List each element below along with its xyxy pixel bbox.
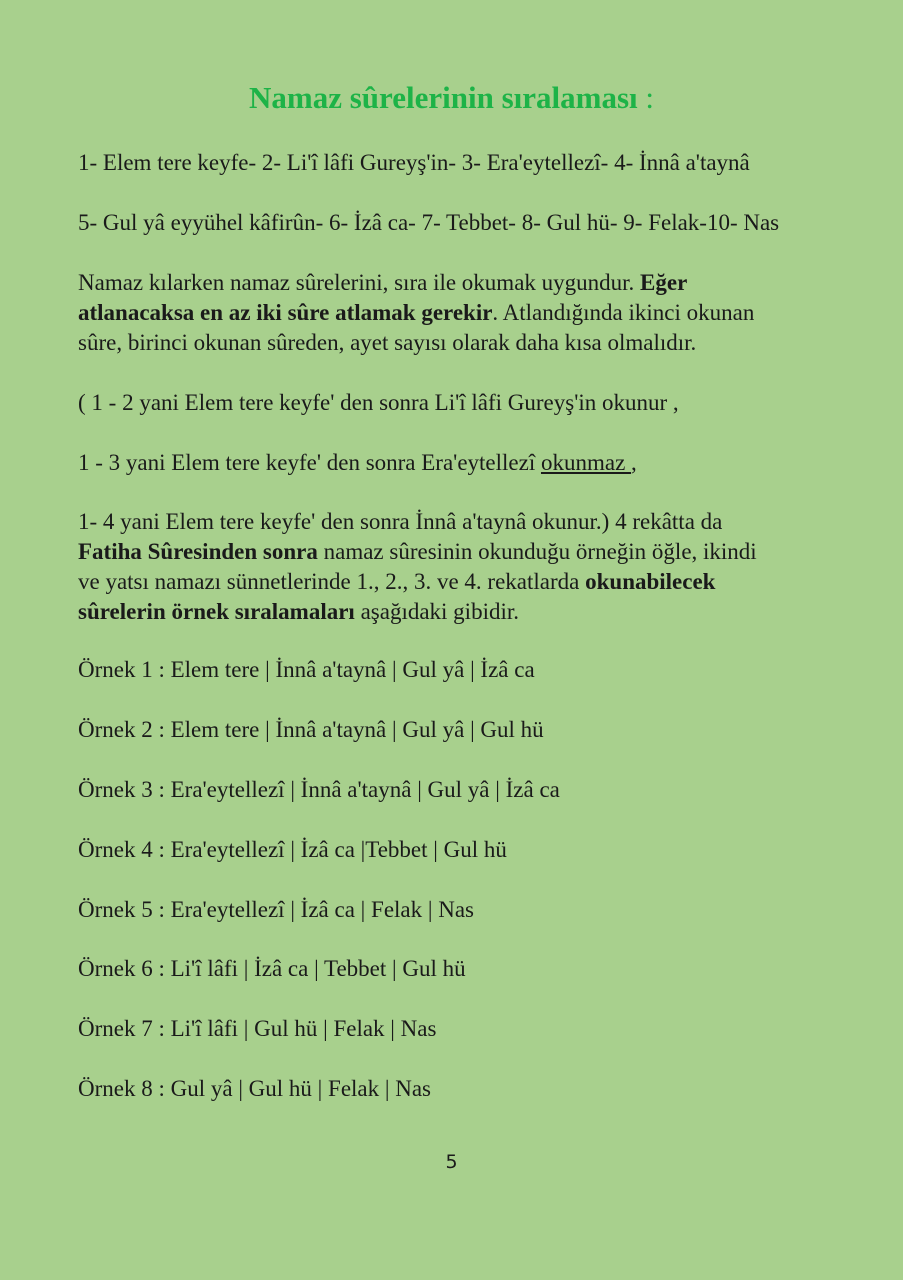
sure-order-line-2: 5- Gul yâ eyyühel kâfirûn- 6- İzâ ca- 7- Tebbet- 8- Gul hü- 9- Felak-10- Nas [78, 210, 780, 235]
example-1-2-line: ( 1 - 2 yani Elem tere keyfe' den sonra Li'î lâfi Gureyş'in okunur , [78, 390, 679, 415]
example-item: Örnek 4 : Era'eytellezî | İzâ ca |Tebbet | Gul hü [78, 837, 507, 862]
example-1-4-line-1: 1- 4 yani Elem tere keyfe' den sonra İnnâ a'taynâ okunur.) 4 rekâtta da [78, 509, 723, 534]
page-number: 5 [445, 1151, 458, 1173]
rule-line-3: sûre, birinci okunan sûreden, ayet sayısı olarak daha kısa olmalıdır. [78, 330, 697, 355]
rule-line-2: atlanacaksa en az iki sûre atlamak gerekir. Atlandığında ikinci okunan [78, 300, 755, 325]
page-title [0, 78, 903, 118]
example-1-3-line: 1 - 3 yani Elem tere keyfe' den sonra Era'eytellezî okunmaz , [78, 450, 637, 475]
example-item: Örnek 7 : Li'î lâfi | Gul hü | Felak | Nas [78, 1016, 437, 1041]
example-item: Örnek 8 : Gul yâ | Gul hü | Felak | Nas [78, 1076, 432, 1101]
sure-order-line-1: 1- Elem tere keyfe- 2- Li'î lâfi Gureyş'in- 3- Era'eytellezî- 4- İnnâ a'taynâ [78, 150, 750, 175]
okunmaz-underlined: okunmaz [540, 450, 632, 475]
example-item: Örnek 6 : Li'î lâfi | İzâ ca | Tebbet | Gul hü [78, 956, 466, 981]
example-1-4-line-4: sûrelerin örnek sıralamaları aşağıdaki gibidir. [78, 599, 519, 624]
example-1-4-line-3: ve yatsı namazı sünnetlerinde 1., 2., 3. ve 4. rekatlarda okunabilecek [78, 569, 716, 594]
example-item: Örnek 3 : Era'eytellezî | İnnâ a'taynâ | Gul yâ | İzâ ca [78, 777, 560, 802]
rule-line-1: Namaz kılarken namaz sûrelerini, sıra ile okumak uygundur. Eğer [78, 270, 688, 295]
rule-paragraph [78, 268, 848, 358]
example-1-4-paragraph [78, 507, 848, 627]
title-colon: : [637, 80, 654, 115]
example-item: Örnek 2 : Elem tere | İnnâ a'taynâ | Gul yâ | Gul hü [78, 717, 544, 742]
example-1-4-line-2: Fatiha Sûresinden sonra namaz sûresinin okunduğu örneğin öğle, ikindi [78, 539, 757, 564]
title-text: Namaz sûrelerinin sıralaması [249, 80, 638, 115]
example-item: Örnek 5 : Era'eytellezî | İzâ ca | Felak | Nas [78, 897, 474, 922]
example-item: Örnek 1 : Elem tere | İnnâ a'taynâ | Gul yâ | İzâ ca [78, 657, 535, 682]
